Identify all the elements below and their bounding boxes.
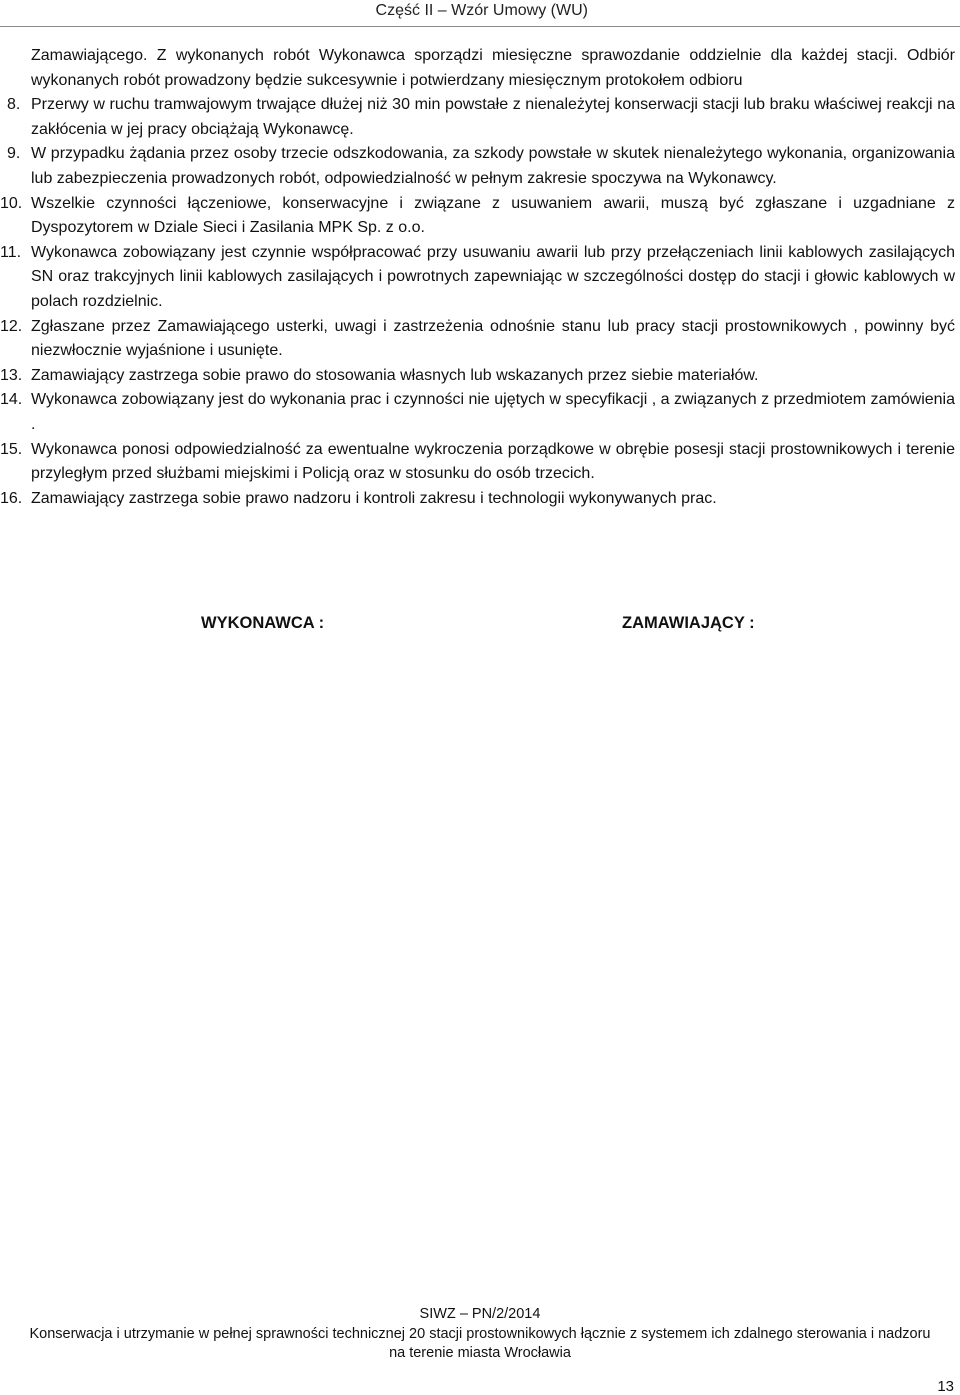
list-item-number: 11. [0, 243, 22, 261]
list-item-text: Zamawiający zastrzega sobie prawo nadzoru i kontroli zakresu i technologii wykonywanych prac. [31, 489, 717, 507]
list-item [0, 388, 955, 437]
list-item-number: 13. [0, 366, 23, 384]
list-item-text: Wykonawca ponosi odpowiedzialność za ewentualne wykroczenia porządkowe w obrębie posesji stacji prostownikowych i terenie przyległym przed służbami miejskimi i Policją oraz w stosunku do osób trzecich. [31, 440, 955, 483]
list-item-number: 9. [7, 145, 21, 163]
page-header [0, 0, 960, 27]
contractor-signature-label: WYKONAWCA : [201, 614, 325, 632]
list-item-number: 10. [0, 194, 23, 212]
list-item-text: Wykonawca zobowiązany jest do wykonania prac i czynności nie ujętych w specyfikacji , a związanych z przedmiotem zamówienia . [31, 391, 955, 433]
header-divider [0, 26, 960, 27]
client-signature-label: ZAMAWIAJĄCY : [622, 614, 755, 632]
list-item [0, 315, 955, 364]
intro-paragraph: Zamawiającego. Z wykonanych robót Wykonawca sporządzi miesięczne sprawozdanie oddzielnie dla każdej stacji. Odbiór wykonanych robót prowadzony będzie sukcesywnie i potwierdzany miesięcznym protokołem odbioru [31, 47, 955, 89]
list-item-text: Zamawiający zastrzega sobie prawo do stosowania własnych lub wskazanych przez siebie materiałów. [31, 366, 759, 384]
list-item-text: Przerwy w ruchu tramwajowym trwające dłużej niż 30 min powstałe z nienależytej konserwacji stacji lub braku właściwej reakcji na zakłócenia w jej pracy obciążają Wykonawcę. [31, 96, 955, 138]
list-item [0, 364, 955, 389]
page-footer [0, 1305, 960, 1364]
list-item-number: 15. [0, 440, 23, 458]
list-item-number: 12. [0, 317, 23, 335]
list-item-number: 8. [7, 96, 21, 114]
list-item-number: 16. [0, 489, 23, 507]
list-item-text: Wykonawca zobowiązany jest czynnie współpracować przy usuwaniu awarii lub przy przełączeniach linii kablowych zasilających SN oraz trakcyjnych linii kablowych zasilających i powrotnych zapewniając w szczególności dostęp do stacji i głowic kablowych w polach rozdzielnic. [31, 243, 955, 310]
list-item [7, 93, 955, 142]
list-item-text: W przypadku żądania przez osoby trzecie odszkodowania, za szkody powstałe w skutek nienależytego wykonania, organizowania lub zabezpieczenia prowadzonych robót, odpowiedzialność w pełnym zakresie spoczywa na Wykonawcy. [31, 145, 955, 187]
list-item [0, 487, 955, 512]
list-item-number: 14. [0, 391, 23, 409]
list-item [7, 142, 955, 191]
list-item-text: Zgłaszane przez Zamawiającego usterki, uwagi i zastrzeżenia odnośnie stanu lub pracy stacji prostownikowych , powinny być niezwłocznie wyjaśnione i usunięte. [31, 317, 955, 360]
list-item [0, 241, 955, 315]
list-item [0, 192, 955, 241]
list-item [0, 438, 955, 487]
list-item-text: Wszelkie czynności łączeniowe, konserwacyjne i związane z usuwaniem awarii, muszą być zgłaszane i uzgadniane z Dyspozytorem w Dziale Sieci i Zasilania MPK Sp. z o.o. [31, 194, 955, 237]
footer-description: Konserwacja i utrzymanie w pełnej sprawności technicznej 20 stacji prostownikowych łącznie z systemem ich zdalnego sterowania i nadzoru [29, 1325, 931, 1342]
footer-reference: SIWZ – PN/2/2014 [419, 1306, 541, 1322]
page-number: 13 [937, 1378, 954, 1395]
header-title: Część II – Wzór Umowy (WU) [375, 2, 588, 19]
footer-location: na terenie miasta Wrocławia [389, 1345, 571, 1361]
document-body [0, 44, 955, 511]
